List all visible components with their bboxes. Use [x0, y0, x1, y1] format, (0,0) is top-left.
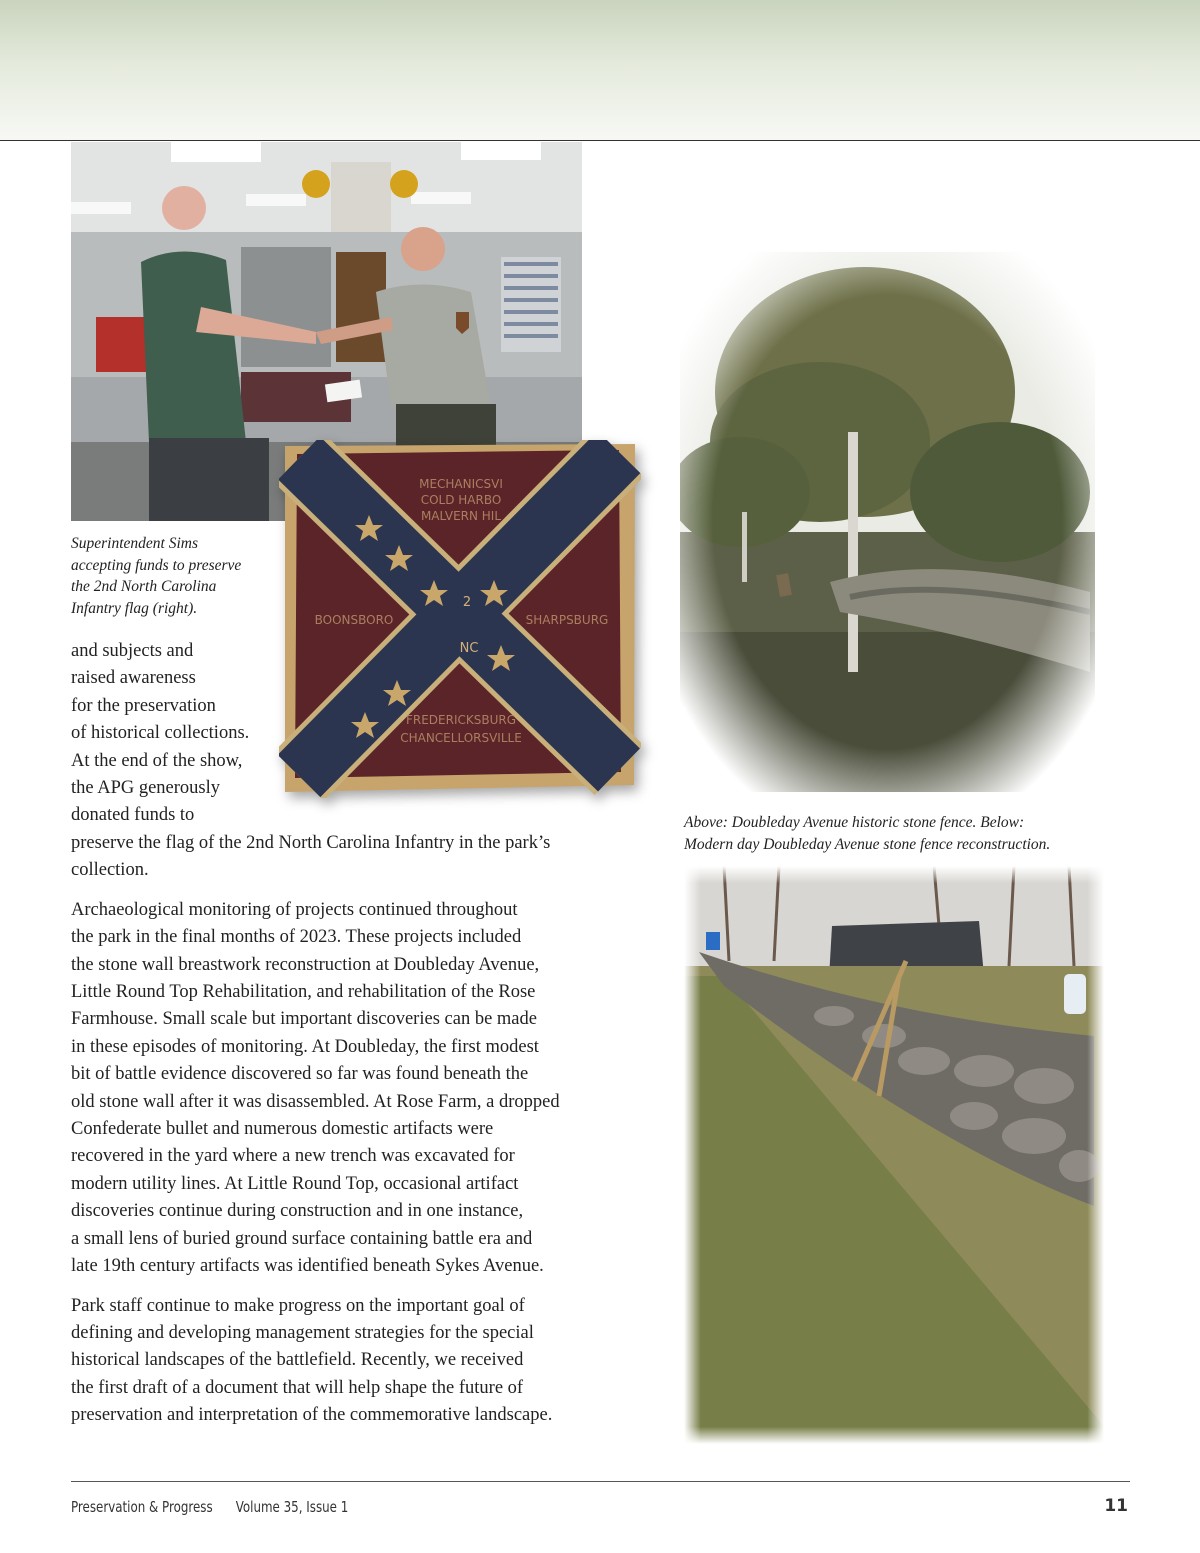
- header-band: [0, 0, 1200, 140]
- caption-line: Superintendent Sims: [71, 535, 198, 552]
- caption-line: Modern day Doubleday Avenue stone fence reconstruction.: [684, 835, 1051, 853]
- footer-rule: [71, 1481, 1130, 1482]
- caption-handshake: [71, 533, 271, 619]
- body-line: Little Round Top Rehabilitation, and rehabilitation of the Rose: [71, 982, 536, 1003]
- paragraph-2: [71, 897, 581, 1281]
- body-line: bit of battle evidence discovered so far was found beneath the: [71, 1064, 529, 1085]
- paragraph-3: [71, 1293, 581, 1430]
- photo-historic-stone-fence: [680, 252, 1095, 792]
- body-line: and subjects and: [71, 641, 194, 661]
- body-line: raised awareness: [71, 668, 196, 689]
- caption-line: Infantry flag (right).: [71, 599, 198, 617]
- body-line: At the end of the show,: [71, 750, 243, 771]
- body-line: of historical collections.: [71, 723, 250, 744]
- body-narrow-column: [71, 638, 271, 830]
- flag-top-line-3: MALVERN HIL: [420, 509, 502, 523]
- caption-line: Above: Doubleday Avenue historic stone fence. Below:: [684, 814, 1025, 831]
- body-line: the first draft of a document that will help shape the future of: [71, 1377, 524, 1398]
- photo-modern-stone-fence: [684, 866, 1104, 1444]
- body-line: in these episodes of monitoring. At Doubleday, the first modest: [71, 1036, 539, 1057]
- body-line: late 19th century artifacts was identified beneath Sykes Avenue.: [71, 1256, 544, 1277]
- body-line: defining and developing management strategies for the special: [71, 1322, 534, 1343]
- flag-top-line-1: MECHANICSVI: [419, 477, 503, 491]
- header-rule: [0, 140, 1200, 141]
- body-line: Confederate bullet and numerous domestic artifacts were: [71, 1119, 494, 1140]
- body-line: Park staff continue to make progress on the important goal of: [71, 1295, 525, 1316]
- caption-line: accepting funds to preserve: [71, 556, 242, 574]
- caption-stone-fence: [684, 812, 1104, 855]
- body-line: donated funds to: [71, 805, 195, 826]
- flag-top-line-2: COLD HARBO: [420, 493, 502, 507]
- body-line: the stone wall breastwork reconstruction at Doubleday Avenue,: [71, 954, 540, 975]
- flag-bottom-line-1: FREDERICKSBURG: [405, 713, 517, 727]
- body-line: Archaeological monitoring of projects continued throughout: [71, 899, 518, 920]
- paragraph-1-continued: [71, 830, 581, 885]
- body-line: collection.: [71, 860, 149, 881]
- body-line: preservation and interpretation of the commemorative landscape.: [71, 1405, 553, 1426]
- caption-line: the 2nd North Carolina: [71, 578, 217, 595]
- publication-name: Preservation & Progress: [71, 1498, 213, 1516]
- body-line: the APG generously: [71, 778, 221, 799]
- body-line: the park in the final months of 2023. These projects included: [71, 927, 522, 948]
- issue-label: Volume 35, Issue 1: [235, 1498, 349, 1516]
- body-line: preserve the flag of the 2nd North Carolina Infantry in the park’s: [71, 833, 551, 853]
- body-line: Farmhouse. Small scale but important discoveries can be made: [71, 1009, 537, 1030]
- body-wide-column: [71, 830, 581, 1442]
- flag-right-text: SHARPSBURG: [525, 613, 609, 627]
- body-line: for the preservation: [71, 695, 216, 716]
- body-line: recovered in the yard where a new trench was excavated for: [71, 1146, 515, 1167]
- body-line: a small lens of buried ground surface containing battle era and: [71, 1228, 533, 1249]
- page-number: 11: [1104, 1496, 1128, 1516]
- body-line: modern utility lines. At Little Round Top, occasional artifact: [71, 1173, 519, 1194]
- footer-publication-info: [71, 1498, 368, 1516]
- battle-flag-image: [279, 440, 641, 798]
- body-line: discoveries continue during construction and in one instance,: [71, 1201, 524, 1222]
- flag-number: 2: [462, 595, 472, 610]
- flag-left-text: BOONSBORO: [314, 613, 394, 627]
- flag-bottom-line-2: CHANCELLORSVILLE: [400, 731, 522, 745]
- flag-state: NC: [459, 641, 479, 656]
- body-line: historical landscapes of the battlefield. Recently, we received: [71, 1350, 524, 1371]
- body-line: old stone wall after it was disassembled. At Rose Farm, a dropped: [71, 1091, 560, 1112]
